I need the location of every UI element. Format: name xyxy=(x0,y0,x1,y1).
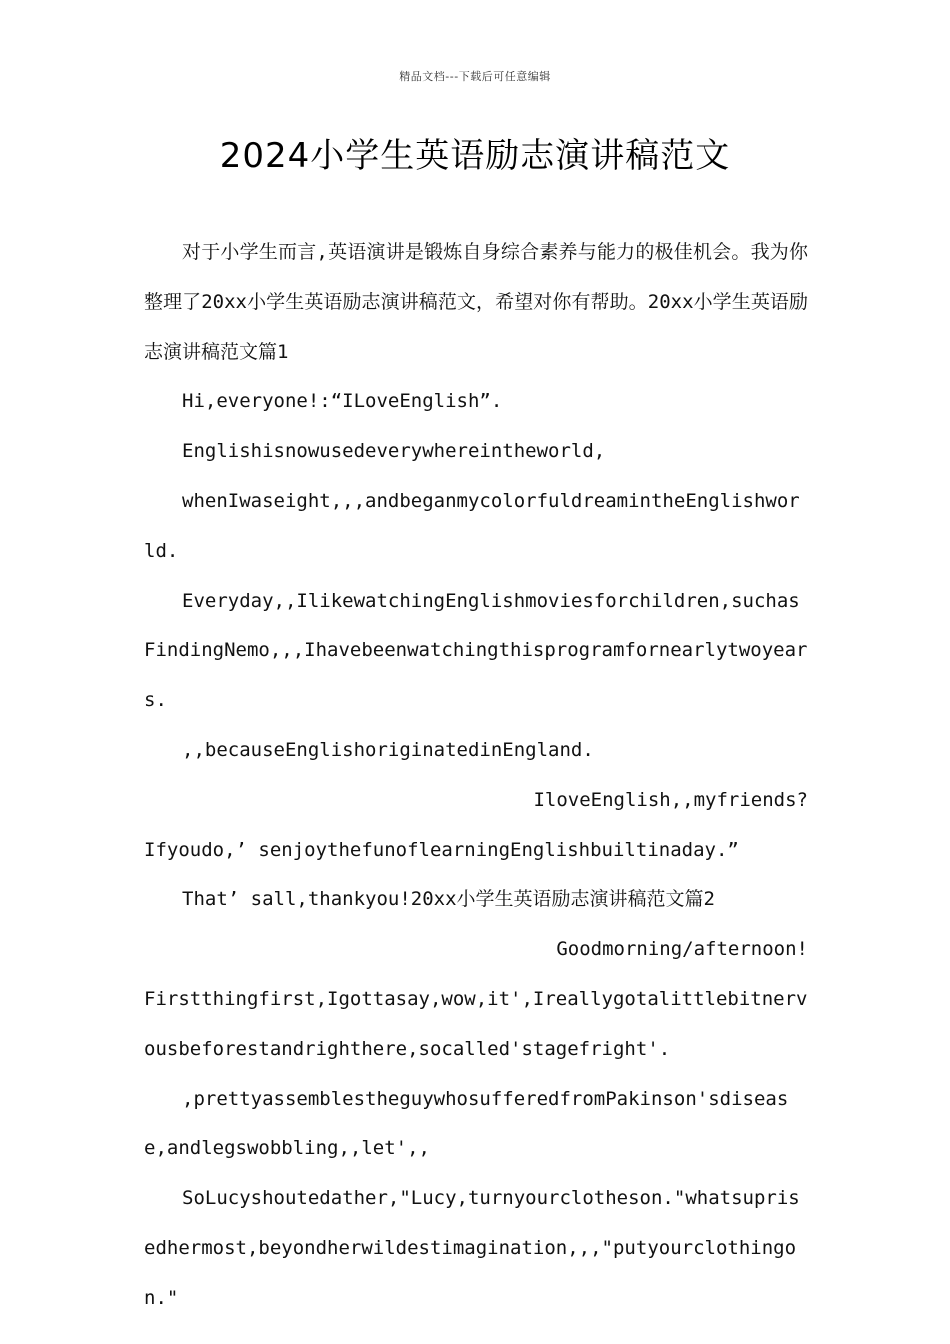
paragraph: ,prettyassemblestheguywhosufferedfromPakinson'sdisease,andlegswobbling,,let',, xyxy=(144,1087,789,1160)
paragraph: Englishisnowusedeverywhereintheworld, xyxy=(182,440,606,463)
paragraph-right-aligned: Goodmorning/afternoon! xyxy=(556,938,808,961)
page-header: 精品文档---下载后可任意编辑 xyxy=(399,70,551,83)
paragraph-right-aligned: IloveEnglish,,myfriends? xyxy=(533,788,808,811)
paragraph-greeting: Hi,everyone!:“ILoveEnglish”. xyxy=(182,390,503,413)
paragraph-intro: 对于小学生而言,英语演讲是锻炼自身综合素养与能力的极佳机会。我为你整理了20xx小学生英语励志演讲稿范文，希望对你有帮助。20xx小学生英语励志演讲稿范文篇1 xyxy=(144,241,808,363)
paragraph: Everyday,,IlikewatchingEnglishmoviesforchildren,suchasFindingNemo,,,Ihavebeenwatchingthisprogramfornearlytwoyears. xyxy=(144,589,808,712)
paragraph: SoLucyshoutedather,"Lucy,turnyourclotheson."whatsuprisedhermost,beyondherwildestimagination,,,"putyourclothingon." xyxy=(144,1187,800,1309)
paragraph: ,,becauseEnglishoriginatedinEngland. xyxy=(182,738,594,761)
document-body xyxy=(144,228,808,1324)
paragraph: Ifyoudo,’ senjoythefunoflearningEnglishbuiltinaday.” xyxy=(144,838,739,861)
paragraph: whenIwaseight,,,andbeganmycolorfuldreamintheEnglishworld. xyxy=(144,489,800,562)
document-title: 2024小学生英语励志演讲稿范文 xyxy=(219,136,731,176)
paragraph: Firstthingfirst,Igottasay,wow,it',Ireallygotalittlebitnervousbeforestandrighthere,socalled'stagefright'. xyxy=(144,987,808,1060)
paragraph-section-2-heading: That’ sall,thankyou!20xx小学生英语励志演讲稿范文篇2 xyxy=(182,888,715,911)
